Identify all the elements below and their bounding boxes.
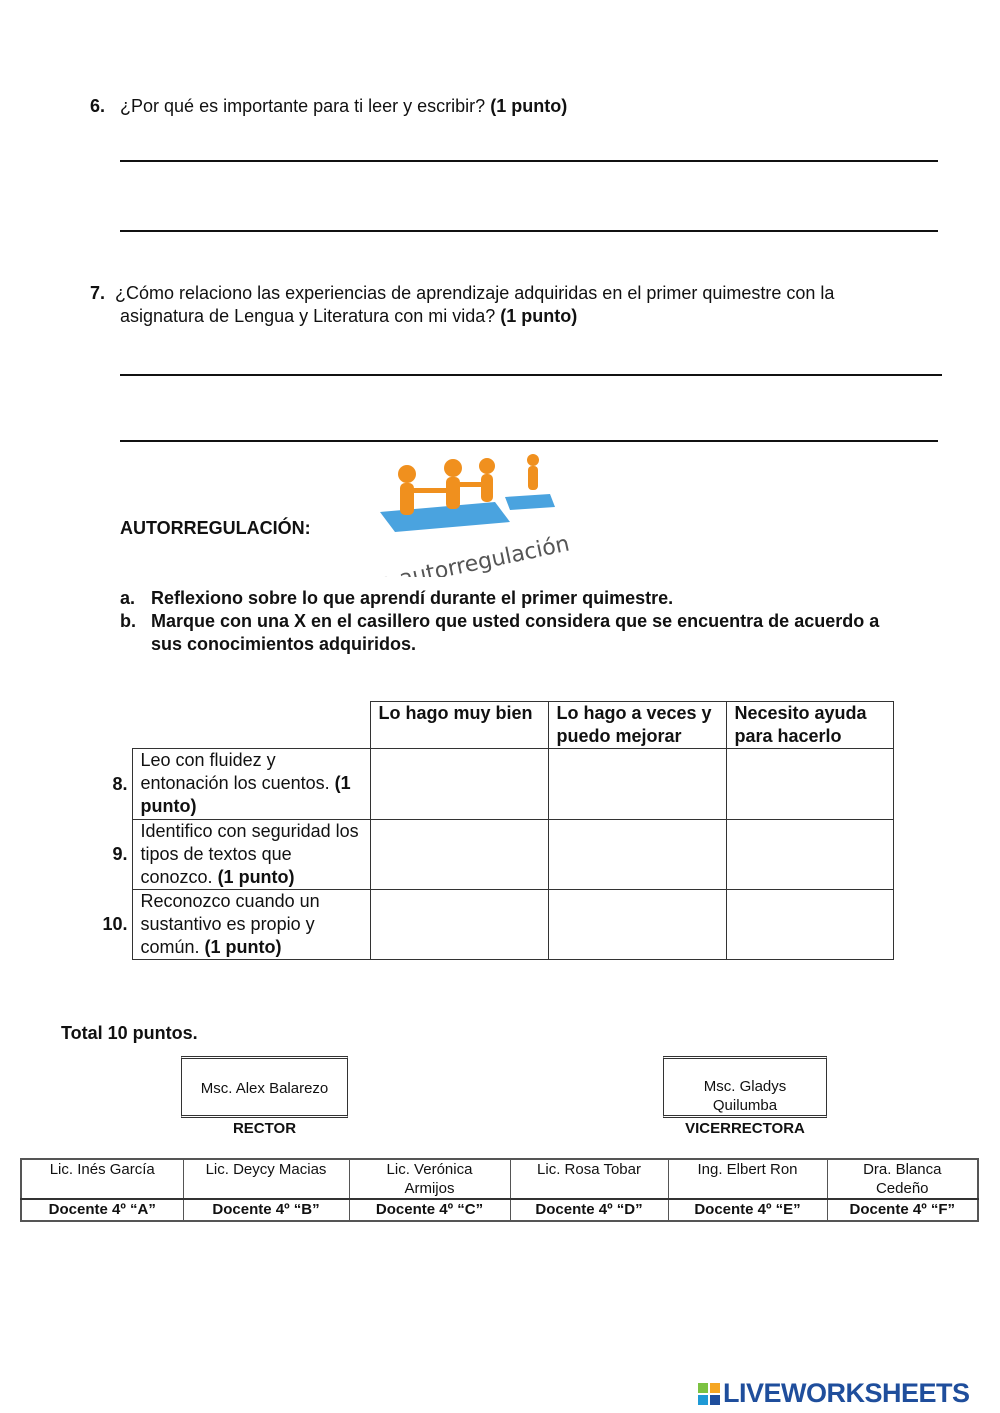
- svg-text:a autorregulación: a autorregulación: [376, 531, 572, 577]
- answer-line[interactable]: [120, 160, 938, 162]
- column-header: Lo hago a veces y puedo mejorar: [548, 702, 726, 749]
- question-text: ¿Cómo relaciono las experiencias de aprendizaje adquiridas en el primer quimestre con la: [115, 283, 835, 303]
- item-label: b.: [120, 611, 136, 631]
- table-row: [95, 890, 893, 960]
- checkbox-cell[interactable]: [548, 749, 726, 820]
- teacher-role: Docente 4º “C”: [349, 1199, 510, 1221]
- row-statement: Identifico con seguridad los tipos de textos que conozco. (1 punto): [132, 820, 370, 890]
- teacher-role: Docente 4º “E”: [668, 1199, 827, 1221]
- people-puzzle-icon: [345, 452, 615, 577]
- row-number: 10.: [102, 914, 128, 934]
- teacher-role: Docente 4º “A”: [21, 1199, 183, 1221]
- item-text: Marque con una X en el casillero que usted considera que se encuentra de acuerdo a sus conocimientos adquiridos.: [151, 611, 880, 654]
- question-7: [90, 282, 834, 328]
- instructions: [120, 587, 880, 656]
- answer-line[interactable]: [120, 440, 938, 442]
- checkbox-cell[interactable]: [726, 749, 893, 820]
- item-label: a.: [120, 588, 136, 608]
- logo-text: LIVEWORKSHEETS: [723, 1378, 970, 1408]
- checkbox-cell[interactable]: [726, 890, 893, 960]
- teacher-name: Ing. Elbert Ron: [668, 1159, 827, 1199]
- checkbox-cell[interactable]: [370, 749, 548, 820]
- rector-role: RECTOR: [232, 1120, 297, 1137]
- autorregulacion-image: [345, 452, 615, 577]
- question-number: 7.: [90, 283, 106, 303]
- teacher-name: Lic. Deycy Macias: [183, 1159, 349, 1199]
- column-header: Lo hago muy bien: [370, 702, 548, 749]
- section-title: AUTORREGULACIÓN:: [120, 518, 311, 538]
- answer-line[interactable]: [120, 374, 942, 376]
- row-statement: Leo con fluidez y entonación los cuentos. (1 punto): [132, 749, 370, 820]
- total-points: Total 10 puntos.: [61, 1023, 198, 1043]
- checkbox-cell[interactable]: [548, 820, 726, 890]
- teachers-signature-table: [20, 1158, 979, 1222]
- row-number: 8.: [112, 773, 128, 794]
- vicerrectora-role: VICERRECTORA: [685, 1120, 805, 1137]
- teacher-name: Lic. Rosa Tobar: [510, 1159, 668, 1199]
- vicerrectora-signature-box: Msc. Gladys Quilumba: [663, 1056, 827, 1118]
- question-text: ¿Por qué es importante para ti leer y escribir?: [120, 96, 486, 116]
- teacher-name: Lic. Verónica Armijos: [349, 1159, 510, 1199]
- question-6: [90, 95, 567, 118]
- checkbox-cell[interactable]: [370, 890, 548, 960]
- teacher-name: Lic. Inés García: [21, 1159, 183, 1199]
- liveworksheets-logo: [698, 1378, 970, 1409]
- self-assessment-table: [95, 701, 894, 960]
- row-statement: Reconozco cuando un sustantivo es propio y común. (1 punto): [132, 890, 370, 960]
- checkbox-cell[interactable]: [548, 890, 726, 960]
- teacher-role: Docente 4º “B”: [183, 1199, 349, 1221]
- teacher-role: Docente 4º “F”: [827, 1199, 978, 1221]
- row-number: 9.: [112, 844, 128, 864]
- column-header: Necesito ayuda para hacerlo: [726, 702, 893, 749]
- checkbox-cell[interactable]: [726, 820, 893, 890]
- checkbox-cell[interactable]: [370, 820, 548, 890]
- teacher-name: Dra. Blanca Cedeño: [827, 1159, 978, 1199]
- question-points: (1 punto): [500, 306, 578, 326]
- question-points: (1 punto): [490, 96, 568, 116]
- question-number: 6.: [90, 96, 106, 116]
- logo-icon: [698, 1383, 720, 1405]
- question-text: asignatura de Lengua y Literatura con mi vida?: [120, 306, 496, 326]
- answer-line[interactable]: [120, 230, 938, 232]
- table-row: [95, 749, 893, 820]
- item-text: Reflexiono sobre lo que aprendí durante el primer quimestre.: [151, 588, 674, 608]
- teacher-role: Docente 4º “D”: [510, 1199, 668, 1221]
- table-row: [95, 820, 893, 890]
- rector-signature-box: Msc. Alex Balarezo: [181, 1056, 348, 1118]
